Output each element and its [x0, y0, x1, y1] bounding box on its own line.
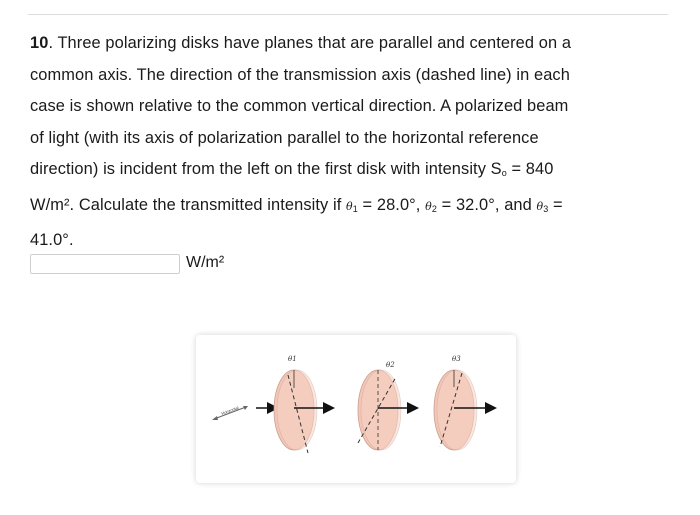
polarizer-diagram: [196, 335, 516, 483]
disk-3-label: θ3: [452, 355, 461, 363]
horizontal-polarization-arrow: [212, 405, 248, 420]
disk-2-label: θ2: [386, 361, 395, 369]
question-line-3: case is shown relative to the common vertical direction. A polarized beam: [30, 97, 569, 115]
question-line-2: common axis. The direction of the transmission axis (dashed line) in each: [30, 65, 570, 84]
polarizer-disk-2: [358, 361, 416, 450]
question-number: 10: [30, 34, 49, 52]
question-line-4: of light (with its axis of polarization parallel to the horizontal reference: [30, 128, 539, 147]
question-line-1: 10. Three polarizing disks have planes that are parallel and centered on a: [30, 34, 572, 52]
polarizer-disk-3: [434, 355, 494, 450]
polarizer-figure: [196, 335, 516, 483]
answer-input[interactable]: [30, 254, 180, 274]
disk-1-label: θ1: [288, 355, 297, 363]
top-divider: [28, 14, 668, 15]
question-line-7: 41.0°.: [30, 231, 74, 249]
question-text: [30, 28, 680, 257]
question-line-6: W/m². Calculate the transmitted intensity if $\theta_1 = 28.0^\circ$, $\theta_2 = 32.0^\circ$, and $\theta_3$ =: [30, 195, 563, 214]
answer-unit: W/m²: [186, 254, 225, 271]
question-line-5: direction) is incident from the left on the first disk with intensity $S_o = 840$: [30, 160, 554, 178]
polarizer-disk-1: [274, 355, 332, 453]
beam-label: Horizontal: [220, 405, 240, 416]
